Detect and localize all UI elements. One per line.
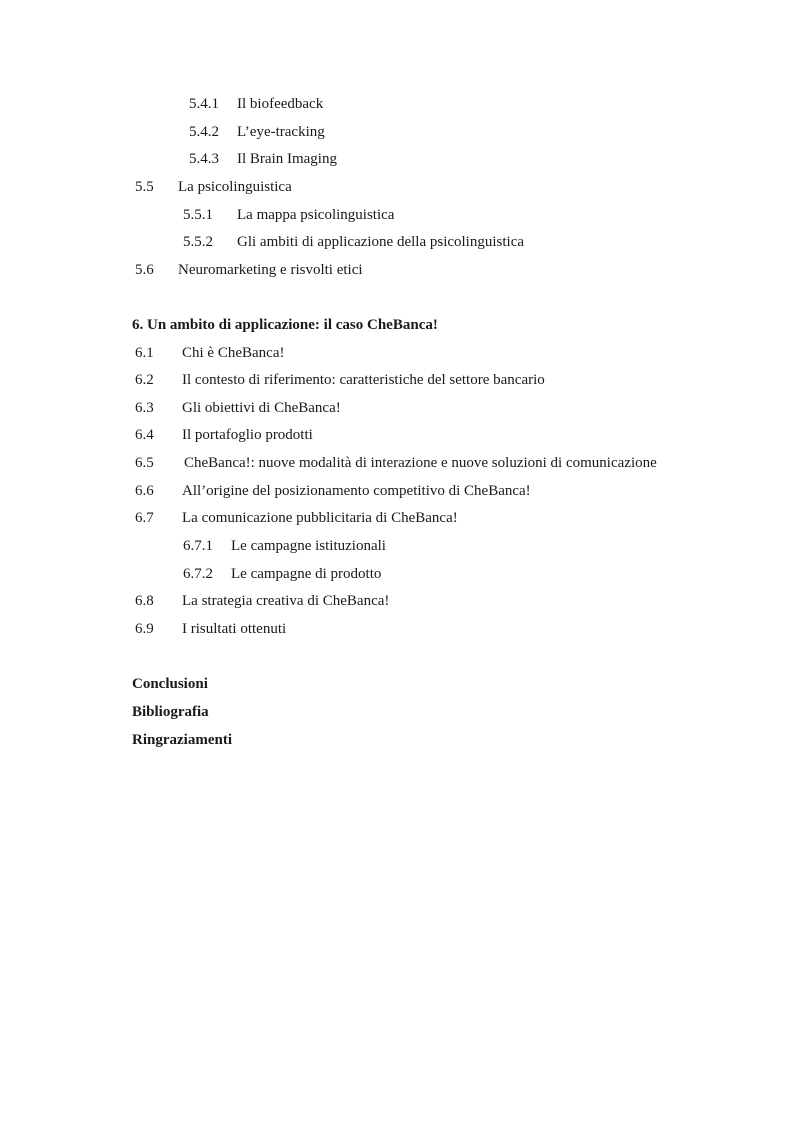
toc-entry-title: Gli obiettivi di CheBanca! (182, 400, 341, 416)
toc-entry-title: CheBanca!: nuove modalità di interazione e nuove soluzioni di comunicazione (184, 455, 657, 471)
chapter-heading: 6. Un ambito di applicazione: il caso CheBanca! (132, 317, 438, 333)
toc-entry-title: L’eye-tracking (237, 124, 325, 140)
toc-entry-title: Chi è CheBanca! (182, 345, 285, 361)
ringraziamenti-heading: Ringraziamenti (132, 732, 232, 748)
toc-entry-number: 5.4.3 (189, 151, 219, 167)
toc-entry-number: 6.7.1 (183, 538, 213, 554)
bibliografia-heading: Bibliografia (132, 704, 209, 720)
toc-entry-number: 6.7.2 (183, 566, 213, 582)
toc-entry-number: 5.4.1 (189, 96, 219, 112)
toc-entry (189, 95, 219, 113)
toc-entry-title: La strategia creativa di CheBanca! (182, 593, 390, 609)
toc-entry-title: La comunicazione pubblicitaria di CheBanca! (182, 510, 458, 526)
toc-entry-number: 6.4 (135, 427, 154, 443)
toc-entry-number: 5.5.2 (183, 234, 213, 250)
toc-entry-number: 6.8 (135, 593, 154, 609)
toc-entry-title: Il portafoglio prodotti (182, 427, 313, 443)
toc-entry-title: Neuromarketing e risvolti etici (178, 262, 363, 278)
toc-entry-number: 5.6 (135, 262, 154, 278)
toc-entry-number: 6.5 (135, 455, 154, 471)
toc-entry-title: All’origine del posizionamento competitivo di CheBanca! (182, 483, 531, 499)
toc-entry-title: Gli ambiti di applicazione della psicolinguistica (237, 234, 525, 250)
toc-entry-number: 6.6 (135, 483, 154, 499)
toc-entry-title: Le campagne istituzionali (231, 538, 386, 554)
toc-entry-title: Le campagne di prodotto (231, 566, 382, 582)
toc-entry-title: I risultati ottenuti (182, 621, 287, 637)
toc-entry-number: 6.1 (135, 345, 154, 361)
toc-entry-title: Il biofeedback (237, 96, 324, 112)
toc-entry-number: 5.5 (135, 179, 154, 195)
toc-entry-number: 6.3 (135, 400, 154, 416)
conclusioni-heading: Conclusioni (132, 676, 208, 692)
toc-entry-title: Il contesto di riferimento: caratteristiche del settore bancario (182, 372, 545, 388)
toc-entry-number: 6.2 (135, 372, 154, 388)
toc-entry-title: La mappa psicolinguistica (237, 207, 395, 223)
toc-entry-number: 5.5.1 (183, 207, 213, 223)
toc-entry-number: 6.7 (135, 510, 154, 526)
toc-entry-number: 6.9 (135, 621, 154, 637)
toc-entry-title: Il Brain Imaging (237, 151, 337, 167)
toc-entry-title: La psicolinguistica (178, 179, 292, 195)
toc-entry-number: 5.4.2 (189, 124, 219, 140)
